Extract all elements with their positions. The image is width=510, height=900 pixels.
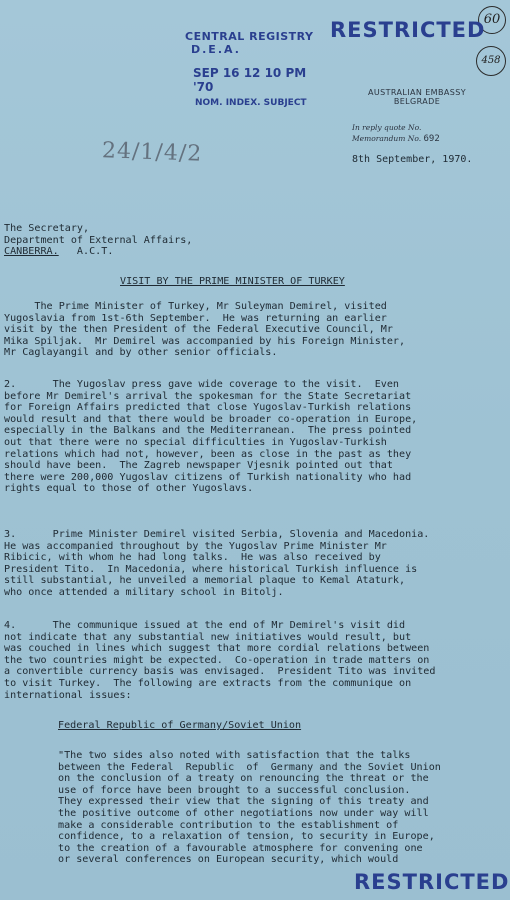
registry-date: SEP 16 12 10 PM '70 — [193, 66, 307, 94]
restricted-stamp-bottom: RESTRICTED — [354, 870, 510, 894]
folio-number-stamp: 60 — [478, 6, 506, 34]
addressee-line2: Department of External Affairs, — [4, 234, 193, 246]
paragraph-1: The Prime Minister of Turkey, Mr Suleyman Demirel, visited Yugoslavia from 1st-6th September. He was returning an earlier visit by the then President of the Federal Executive Council, Mr Mika Spiljak. Mr Demirel was accompanied by his Foreign Minister, Mr Caglayangil and by other senior officials. — [4, 301, 406, 359]
memo-label: Memorandum No. — [352, 134, 422, 143]
reference-block — [352, 122, 440, 145]
paragraph-2: 2. The Yugoslav press gave wide coverage to the visit. Even before Mr Demirel's arrival the spokesman for the State Secretariat for Foreign Affairs predicted that close Yugoslav-Turkish relations would result and that there would be broader co-operation in Europe, especially in the Balkans and the Mediterranean. The press pointed out that there were no special difficulties in Yugoslav-Turkish relations which had not, however, been as close in the past as they should have been. The Zagreb newspaper Vjesnik pointed out that there were 200,000 Yugoslav citizens of Turkish nationality who had rights equal to those of other Yugoslavs. — [4, 379, 418, 495]
memo-line — [352, 133, 440, 145]
addressee-city: CANBERRA. — [4, 246, 59, 258]
restricted-stamp-top: RESTRICTED — [330, 18, 486, 42]
embassy-letterhead — [362, 88, 472, 106]
embassy-city: BELGRADE — [393, 97, 441, 106]
communique-quote: "The two sides also noted with satisfaction that the talks between the Federal Republic of Germany and the Soviet Union on the conclusion of a treaty on renouncing the threat or the use of force have been brought to a successful conclusion. They expressed their view that the signing of this treaty and the positive outcome of other negotiations now under way will make a considerable contribution to the establishment of confidence, to a relaxation of tension, to security in Europe, to the creation of a favourable atmosphere for convening one or several conferences on European security, which would — [58, 750, 441, 866]
central-registry-stamp — [185, 30, 320, 108]
addressee-block — [4, 223, 192, 258]
letter-date: 8th September, 1970. — [352, 154, 473, 165]
registry-note: NOM. INDEX. SUBJECT — [195, 98, 307, 108]
folio-number-stamp-secondary: 458 — [476, 46, 506, 76]
embassy-name: AUSTRALIAN EMBASSY — [368, 88, 466, 97]
section-subheading: Federal Republic of Germany/Soviet Union — [58, 720, 302, 731]
registry-line1: CENTRAL REGISTRY — [185, 30, 314, 43]
quote-label: In reply quote No. — [352, 123, 422, 132]
paragraph-4: 4. The communique issued at the end of Mr Demirel's visit did not indicate that any substantial new initiatives would result, but was couched in lines which suggest that more cordial relations between the two countries might be expected. Co-operation in trade matters on a convertible currency basis was envisaged. President Tito was invited to visit Turkey. The following are extracts from the communique on international issues: — [4, 620, 436, 701]
document-title: VISIT BY THE PRIME MINISTER OF TURKEY — [120, 276, 345, 287]
addressee-state: A.C.T. — [58, 246, 114, 258]
registry-line2: D.E.A. — [191, 43, 241, 56]
handwritten-file-reference: 24/1/4/2 — [101, 138, 203, 167]
memo-number: 692 — [423, 134, 440, 144]
addressee-line1: The Secretary, — [4, 223, 90, 234]
paragraph-3: 3. Prime Minister Demirel visited Serbia, Slovenia and Macedonia. He was accompanied throughout by the Yugoslav Prime Minister Mr Ribicic, with whom he had long talks. He was also received by President Tito. In Macedonia, where historical Turkish influence is still substantial, he unveiled a memorial plaque to Kemal Ataturk, who once attended a military school in Bitolj. — [4, 529, 430, 598]
